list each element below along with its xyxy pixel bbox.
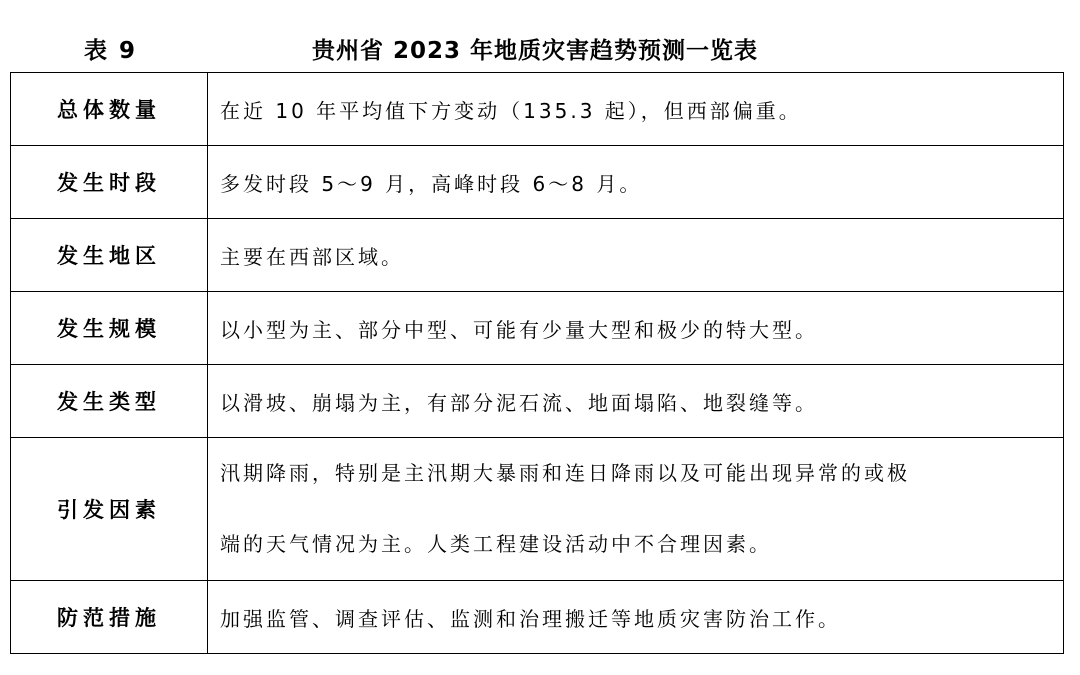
table-row-occurrence-type <box>11 365 1064 438</box>
table-row-total-quantity <box>11 73 1064 146</box>
table-row-occurrence-region <box>11 219 1064 292</box>
table-number: 表 9 <box>84 38 138 64</box>
table-row-triggering-factors <box>11 438 1064 581</box>
row-value-line: 汛期降雨，特别是主汛期大暴雨和连日降雨以及可能出现异常的或极 <box>220 461 910 485</box>
row-value: 在近 10 年平均值下方变动（135.3 起），但西部偏重。 <box>208 73 1064 146</box>
table-title: 贵州省 2023 年地质灾害趋势预测一览表 <box>312 38 759 64</box>
table-row-occurrence-period <box>11 146 1064 219</box>
table-row-prevention-measures <box>11 581 1064 654</box>
row-label: 发生地区 <box>11 219 208 292</box>
row-label: 总体数量 <box>11 73 208 146</box>
row-value: 加强监管、调查评估、监测和治理搬迁等地质灾害防治工作。 <box>208 581 1064 654</box>
row-label: 防范措施 <box>11 581 208 654</box>
row-value: 以滑坡、崩塌为主，有部分泥石流、地面塌陷、地裂缝等。 <box>208 365 1064 438</box>
row-label: 发生规模 <box>11 292 208 365</box>
row-label: 发生类型 <box>11 365 208 438</box>
row-value: 以小型为主、部分中型、可能有少量大型和极少的特大型。 <box>208 292 1064 365</box>
table-row-occurrence-scale <box>11 292 1064 365</box>
row-label: 引发因素 <box>11 438 208 581</box>
row-value-line: 端的天气情况为主。人类工程建设活动中不合理因素。 <box>220 532 772 556</box>
row-value: 多发时段 5～9 月，高峰时段 6～8 月。 <box>208 146 1064 219</box>
row-value: 主要在西部区域。 <box>208 219 1064 292</box>
row-value <box>208 438 1064 581</box>
forecast-table <box>10 72 1064 654</box>
row-label: 发生时段 <box>11 146 208 219</box>
table-caption <box>0 28 1080 68</box>
